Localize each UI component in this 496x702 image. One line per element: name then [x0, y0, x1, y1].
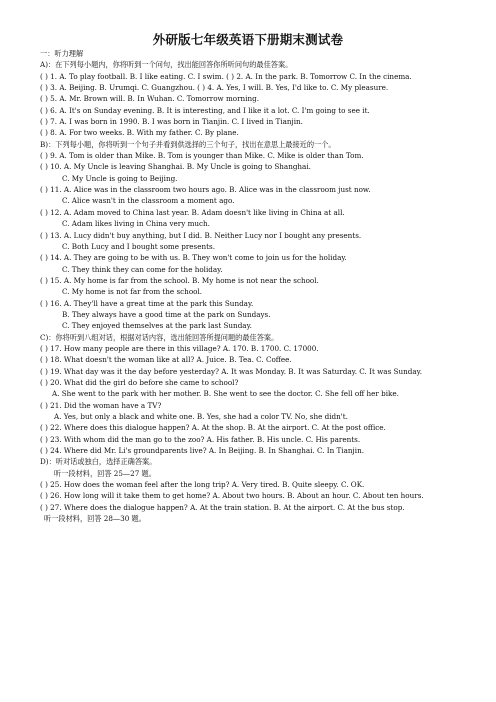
exam-line: C. My Uncle is going to Beijing.	[62, 173, 178, 183]
exam-line: A. Yes, but only a black and white one. B. Yes, she had a color TV. No, she didn't.	[54, 412, 348, 421]
exam-line: ( ) 15. A. My home is far from the school. B. My home is not near the school.	[40, 275, 319, 285]
exam-line: C. Both Lucy and I bought some presents.	[62, 241, 215, 251]
exam-line: ( ) 10. A. My Uncle is leaving Shanghai. B. My Uncle is going to Shanghai.	[40, 162, 311, 172]
exam-line: ( ) 3. A. Beijing. B. Urumqi. C. Guangzhou. ( ) 4. A. Yes, I will. B. Yes, I'd like to. C. My pleasure.	[40, 83, 389, 93]
exam-line: D)：听对话或独白，选择正确答案。	[40, 457, 157, 467]
exam-line: ( ) 17. How many people are there in this village? A. 170. B. 1700. C. 17000.	[40, 343, 319, 353]
exam-line: C. They enjoyed themselves at the park last Sunday.	[62, 321, 252, 331]
exam-line: ( ) 23. With whom did the man go to the zoo? A. His father. B. His uncle. C. His parents.	[40, 434, 361, 444]
page-title: 外研版七年级英语下册期末测试卷	[152, 32, 344, 47]
exam-line: ( ) 26. How long will it take them to get home? A. About two hours. B. About an hour. C. About ten hours.	[40, 491, 424, 501]
exam-line: ( ) 13. A. Lucy didn't buy anything, but I did. B. Neither Lucy nor I bought any presents.	[40, 230, 362, 240]
exam-line: ( ) 11. A. Alice was in the classroom two hours ago. B. Alice was in the classroom just now.	[40, 185, 371, 195]
exam-line: ( ) 6. A. It's on Sunday evening. B. It is interesting, and I like it a lot. C. I'm going to see it.	[40, 105, 370, 115]
exam-line: C. My home is not far from the school.	[62, 287, 203, 297]
exam-line: C)：你将听到八组对话，根据对话内容，选出能回答所提问题的最佳答案。	[40, 332, 279, 342]
exam-line: ( ) 19. What day was it the day before yesterday? A. It was Monday. B. It was Saturday. C. It was Sunday.	[40, 366, 422, 376]
exam-line: ( ) 18. What doesn't the woman like at all? A. Juice. B. Tea. C. Coffee.	[40, 355, 292, 365]
exam-line: ( ) 24. Where did Mr. Li's groundparents live? A. In Beijing. B. In Shanghai. C. In Tianjin.	[40, 446, 364, 456]
exam-line: A)：在下列每小题内，你将听到一个问句，找出能回答你所听问句的最佳答案。	[40, 60, 293, 70]
exam-line: ( ) 14. A. They are going to be with us. B. They won't come to join us for the holiday.	[40, 253, 347, 263]
exam-line: ( ) 21. Did the woman have a TV?	[40, 400, 162, 410]
exam-line: ( ) 12. A. Adam moved to China last year. B. Adam doesn't like living in China at all.	[40, 207, 345, 217]
exam-line: ( ) 7. A. I was born in 1990. B. I was born in Tianjin. C. I lived in Tianjin.	[40, 117, 303, 127]
exam-line: ( ) 20. What did the girl do before she came to school?	[40, 377, 239, 387]
exam-line: A. She went to the park with her mother. B. She went to see the doctor. C. She fell off her bike.	[52, 389, 399, 399]
exam-line: ( ) 25. How does the woman feel after the long trip? A. Very tired. B. Quite sleepy. C. OK.	[40, 480, 365, 490]
exam-content	[40, 48, 480, 524]
exam-line: C. Alice wasn't in the classroom a moment ago.	[62, 196, 235, 206]
exam-line: 听一段材料，回答 25—27 题。	[54, 468, 156, 478]
exam-line: ( ) 9. A. Tom is older than Mike. B. Tom is younger than Mike. C. Mike is older than Tom.	[40, 151, 364, 161]
exam-line: ( ) 16. A. They'll have a great time at the park this Sunday.	[40, 298, 254, 308]
exam-line: ( ) 5. A. Mr. Brown will. B. In Wuhan. C. Tomorrow morning.	[40, 94, 259, 104]
exam-line: B)：下列每小题，你将听到一个句子并看到供选择的三个句子，找出在意思上最接近的一个。	[40, 139, 336, 149]
exam-line: C. They think they can come for the holiday.	[62, 264, 223, 274]
exam-line: ( ) 8. A. For two weeks. B. With my father. C. By plane.	[40, 128, 239, 138]
exam-line: ( ) 22. Where does this dialogue happen? A. At the shop. B. At the airport. C. At the post office.	[40, 423, 386, 433]
exam-line: B. They always have a good time at the park on Sundays.	[62, 309, 271, 319]
exam-line: C. Adam likes living in China very much.	[62, 219, 210, 229]
exam-line: 听一段材料，回答 28—30 题。	[44, 514, 146, 524]
exam-line: 一：听力理解	[40, 49, 84, 58]
exam-line: ( ) 27. Where does the dialogue happen? A. At the train station. B. At the airport. C. At the bus stop.	[40, 502, 405, 512]
exam-line: ( ) 1. A. To play football. B. I like eating. C. I swim. ( ) 2. A. In the park. B. Tomorrow C. In the cinema.	[40, 71, 412, 81]
